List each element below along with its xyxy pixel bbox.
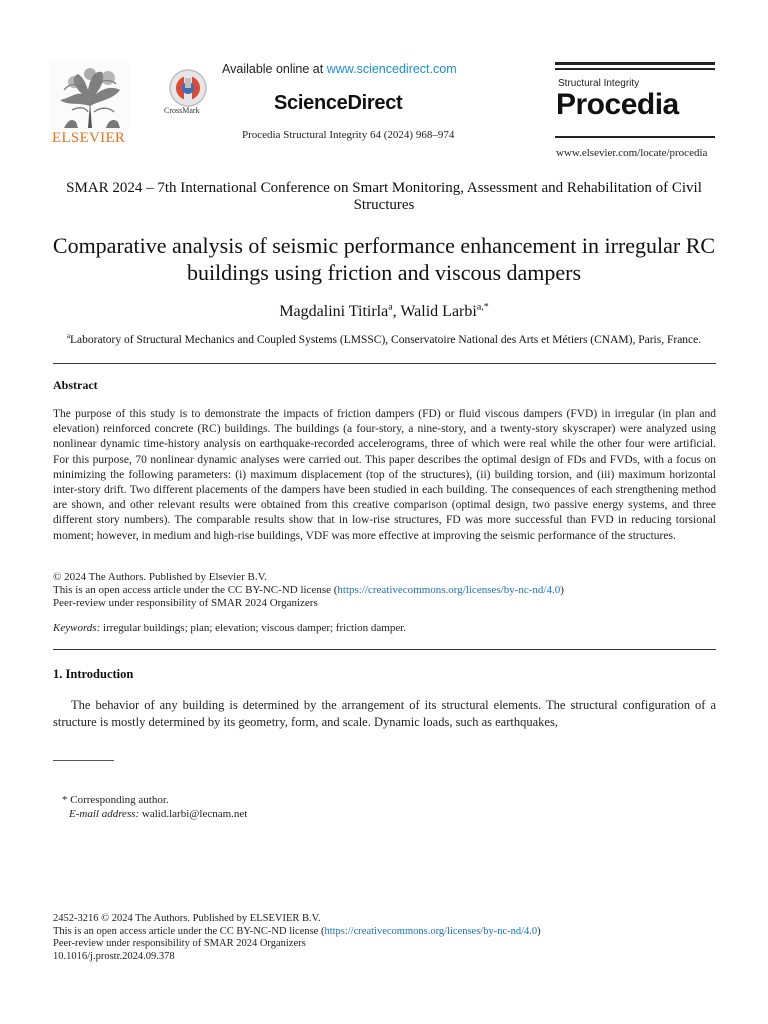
copyright-line: © 2024 The Authors. Published by Elsevier B.V. [53, 571, 267, 583]
bottom-license-prefix: This is an open access article under the CC BY-NC-ND license ( [53, 925, 325, 937]
email-label: E-mail address: [69, 808, 140, 820]
author-name: Magdalini Titirla [279, 303, 389, 320]
paper-title: Comparative analysis of seismic performance enhancement in irregular RC buildings using friction and viscous dampers [52, 233, 716, 285]
elsevier-wordmark: ELSEVIER [52, 130, 126, 146]
logo-rule [555, 136, 715, 138]
crossmark-label: CrossMark [164, 106, 200, 115]
affiliation-mark: a [66, 332, 71, 341]
affiliation-text: Laboratory of Structural Mechanics and Coupled Systems (LMSSC), Conservatoire National des Arts et Métiers (CNAM), Paris, France. [70, 334, 702, 346]
issn-line: 2452-3216 © 2024 The Authors. Published by ELSEVIER B.V. [53, 913, 321, 924]
logo-rule [555, 62, 715, 65]
footnote [62, 793, 247, 821]
divider [53, 363, 716, 364]
footnote-rule [53, 760, 114, 761]
journal-url[interactable]: www.elsevier.com/locate/procedia [556, 147, 708, 159]
license-line [53, 584, 716, 597]
sciencedirect-link[interactable]: www.sciencedirect.com [326, 62, 457, 76]
author-affil-mark [477, 302, 489, 313]
author-name: Walid Larbi [400, 303, 477, 320]
copyright-block [53, 571, 716, 611]
sciencedirect-wordmark: ScienceDirect [274, 92, 403, 114]
peer-review-line: Peer-review under responsibility of SMAR 2024 Organizers [53, 597, 318, 610]
bottom-license-suffix: ) [537, 925, 541, 937]
bottom-license-link[interactable]: https://creativecommons.org/licenses/by-nc-nd/4.0 [324, 925, 538, 937]
journal-small-title: Structural Integrity [558, 78, 640, 89]
license-link[interactable]: https://creativecommons.org/licenses/by-nc-nd/4.0 [337, 584, 561, 597]
license-suffix: ) [560, 584, 564, 597]
bottom-license-line [53, 926, 541, 939]
doi-line[interactable]: 10.1016/j.prostr.2024.09.378 [53, 950, 175, 962]
abstract-body: The purpose of this study is to demonstrate the impacts of friction dampers (FD) or fluid viscous dampers (FVD) in irregular (in plan and elevation) reinforced concrete (RC) buildings. The buildings (a four-story, a nine-story, and a twenty-story skyscraper) were analyzed using nonlinear dynamic time-history analysis on earthquake-recorded accelerograms, three of which were real while the other four were artificial. For this purpose, 70 nonlinear dynamic analyses were carried out. This paper describes the optimal design of FDs and FVDs, with a focus on minimizing the following parameters: (i) maximum displacement (top of the structures), (ii) building torsion, and (iii) maximum horizontal inter-story drift. Two different placements of the dampers have been studied in each building. The consequences of each strengthening method are shown, and other relevant results were obtained from this creative comparison (optimal design, two passive energy systems, and three different story numbers). The comparable results show that in low-rise structures, FD was more successful than FVD in reducing torsional moment; however, in medium and high-rise buildings, VDF was more effective at improving the seismic performance of the structures. [53, 408, 716, 542]
keywords-line [53, 622, 716, 634]
author-separator: , [392, 303, 401, 320]
section-heading: 1. Introduction [53, 667, 134, 681]
journal-big-title: Procedia [556, 88, 679, 121]
journal-reference: Procedia Structural Integrity 64 (2024) 968–974 [242, 129, 455, 141]
bottom-peer-review: Peer-review under responsibility of SMAR 2024 Organizers [53, 938, 306, 950]
abstract-heading: Abstract [53, 378, 98, 392]
email-address[interactable]: walid.larbi@lecnam.net [139, 808, 248, 820]
email-line [62, 807, 247, 821]
affiliation [40, 334, 728, 346]
available-online-line [222, 62, 457, 76]
bottom-info [53, 913, 541, 963]
author-affil-letter: a, [476, 301, 484, 313]
divider [53, 649, 716, 650]
logo-rule [555, 68, 715, 70]
procedia-logo [555, 62, 715, 140]
available-prefix: Available online at [222, 62, 327, 76]
introduction-body: The behavior of any building is determined by the arrangement of its structural elements. The structural configuration of a structure is mostly determined by its geometry, form, and scale. Dynamic loads, such as earthquakes, [53, 698, 716, 729]
corresponding-author-note: * Corresponding author. [62, 794, 169, 806]
conference-name: SMAR 2024 – 7th International Conference on Smart Monitoring, Assessment and Rehabilitation of Civil Structures [66, 180, 702, 213]
keywords-text: irregular buildings; plan; elevation; viscous damper; friction damper. [100, 622, 407, 634]
author-affil-mark: a [388, 301, 393, 313]
license-prefix: This is an open access article under the CC BY-NC-ND license ( [53, 584, 338, 597]
corresponding-mark: * [483, 301, 489, 313]
author-list [40, 303, 728, 321]
keywords-label: Keywords: [53, 622, 101, 634]
